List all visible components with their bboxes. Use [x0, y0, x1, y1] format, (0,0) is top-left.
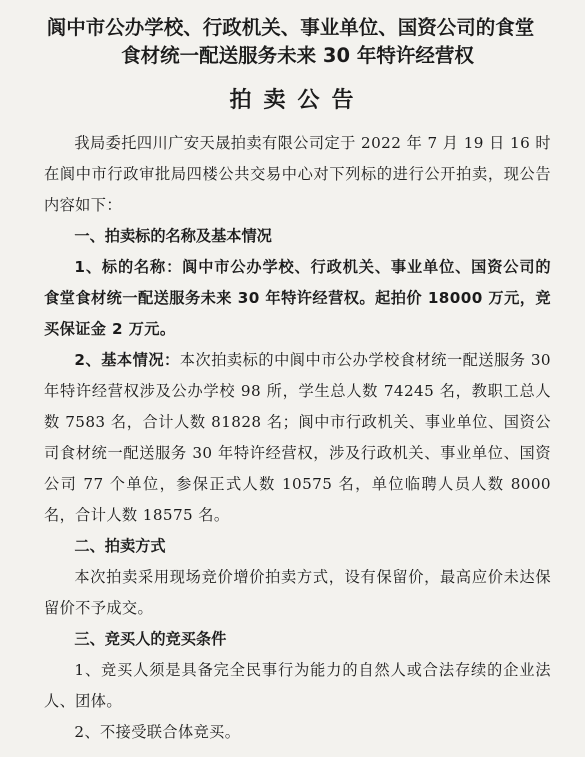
- document-subtitle: 拍卖公告: [229, 88, 366, 113]
- section3-item2: 2、不接受联合体竞买。: [74, 723, 241, 741]
- intro-paragraph: 我局委托四川广安天晟拍卖有限公司定于 2022 年 7 月 19 日 16 时在阆中市行政审批局四楼公共交易中心对下列标的进行公开拍卖，现公告内容如下：: [44, 134, 551, 214]
- section1-item1: 1、标的名称：阆中市公办学校、行政机关、事业单位、国资公司的食堂食材统一配送服务未来 30 年特许经营权。起拍价 18000 万元，竞买保证金 2 万元。: [44, 258, 551, 338]
- section1-item2-text: 本次拍卖标的中阆中市公办学校食材统一配送服务 30 年特许经营权涉及公办学校 98 所，学生总人数 74245 名，教职工总人数 7583 名，合计人数 81828 名；阆中市行政机关、事业单位、国资公司食材统一配送服务 30 年特许经营权，涉及行政机关、事业单位、国资公司 77 个单位，参保正式人数 10575 名，单位临聘人员人数 8000 名，合计人数 18575 名。: [44, 351, 551, 524]
- section2-text: 本次拍卖采用现场竞价增价拍卖方式，设有保留价，最高应价未达保留价不予成交。: [44, 568, 551, 617]
- section1-item2-label: 2、基本情况：: [74, 351, 180, 369]
- document-title-line2: 食材统一配送服务未来 30 年特许经营权: [121, 44, 474, 67]
- section3-item1: 1、竞买人须是具备完全民事行为能力的自然人或合法存续的企业法人、团体。: [44, 661, 551, 710]
- section3-heading: 三、竞买人的竞买条件: [74, 630, 227, 648]
- document-title-line1: 阆中市公办学校、行政机关、事业单位、国资公司的食堂: [46, 16, 535, 39]
- section2-heading: 二、拍卖方式: [74, 537, 166, 555]
- section1-heading: 一、拍卖标的名称及基本情况: [74, 227, 272, 245]
- section1-item2: [44, 345, 551, 531]
